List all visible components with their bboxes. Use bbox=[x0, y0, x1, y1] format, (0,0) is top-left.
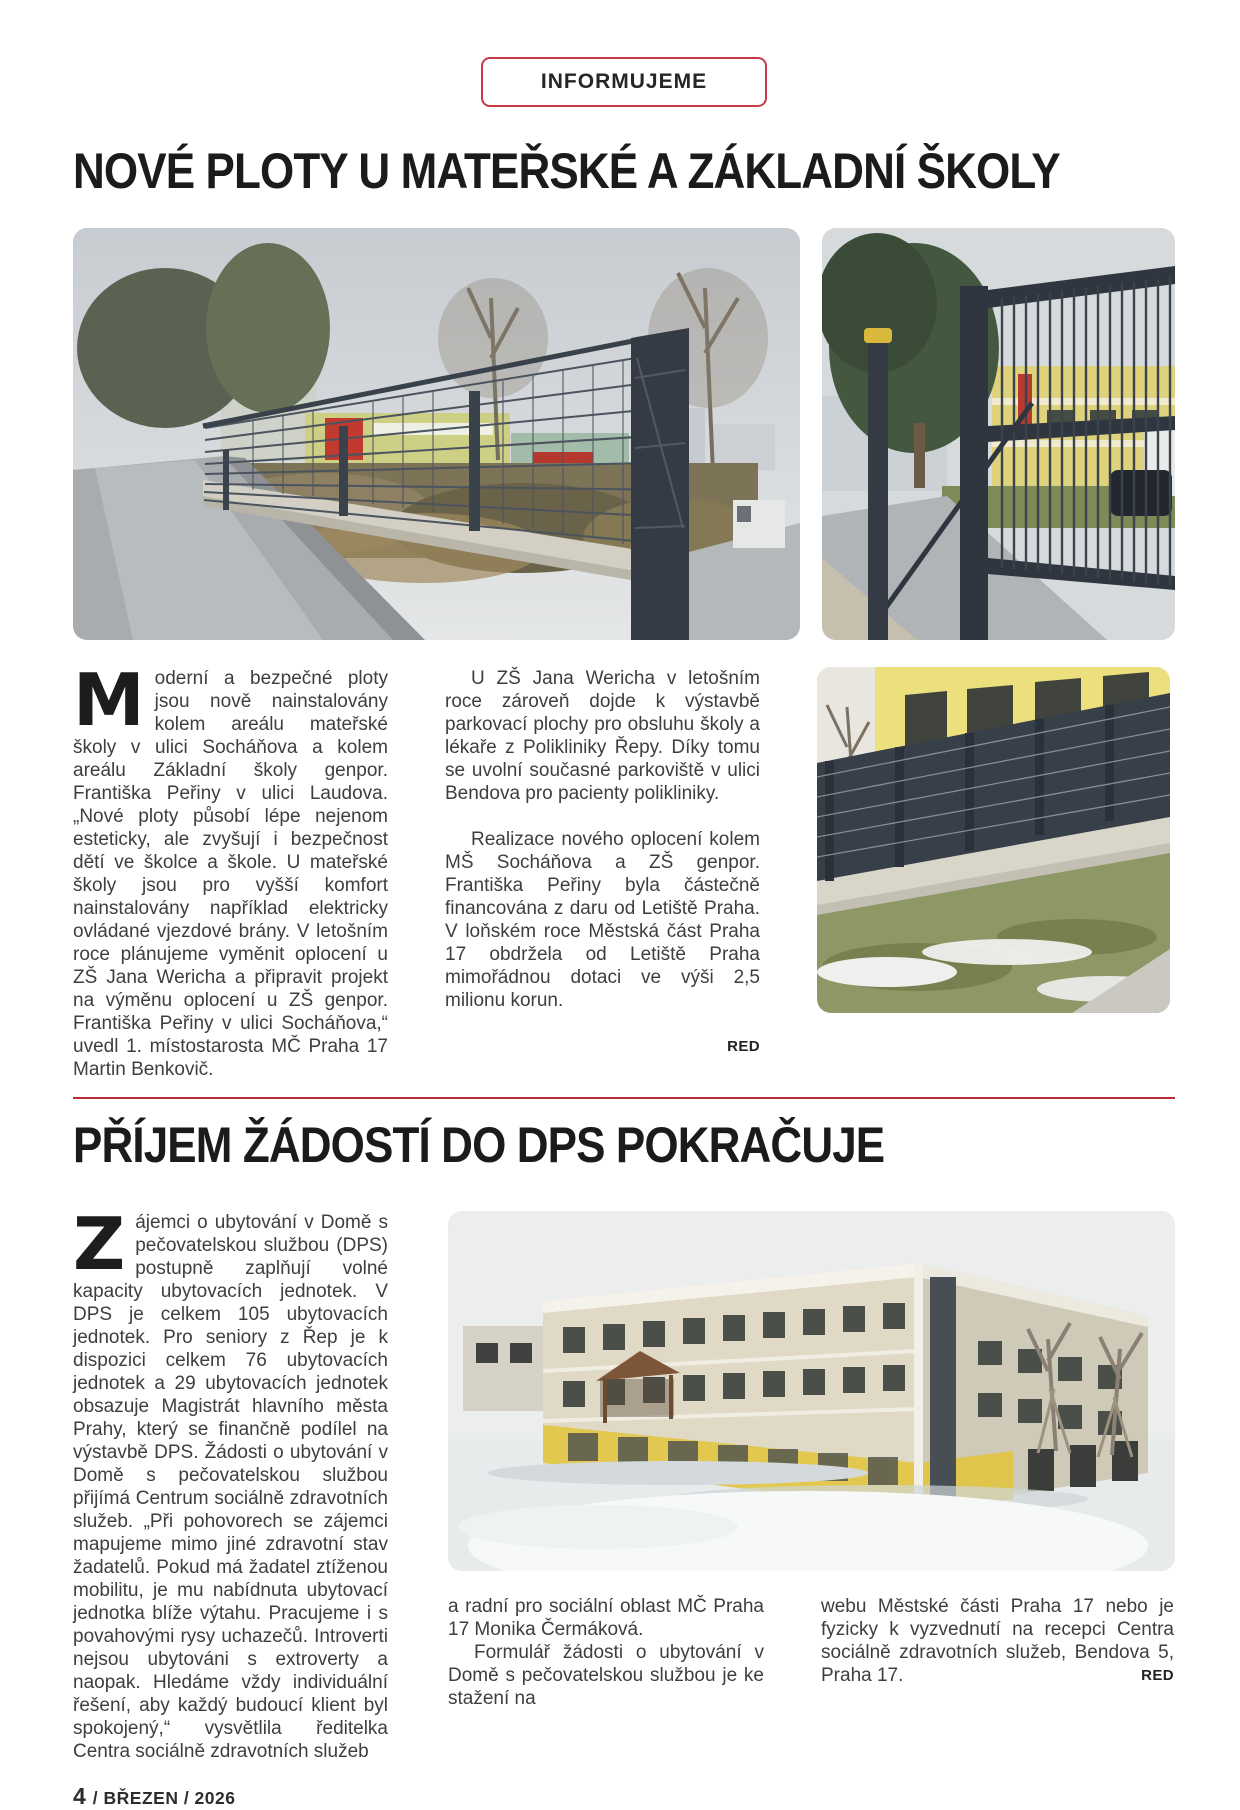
dropcap-z: Z bbox=[73, 1202, 126, 1286]
article2-right-area bbox=[448, 1211, 1175, 1763]
photo-dps-building bbox=[448, 1211, 1175, 1571]
article2-column1 bbox=[73, 1202, 388, 1763]
section-kicker: INFORMUJEME bbox=[481, 57, 767, 107]
photo-fence-gate bbox=[822, 228, 1175, 640]
article1-column2 bbox=[445, 667, 760, 1081]
page-number: 4 bbox=[73, 1783, 86, 1809]
article2-mid-p2: Formulář žádosti o ubytování v Domě s pečovatelskou službou je ke stažení na bbox=[448, 1642, 764, 1709]
article2-attribution: RED bbox=[1141, 1667, 1174, 1684]
article1-col1-text: oderní a bezpečné ploty jsou nově nainstalovány kolem areálu mateřské školy v ulici Socháňova a kolem areálu Základní školy genpor. Františka Peřiny v ulici Laudova. „Nové ploty působí lépe nejenom esteticky, ale zvyšují i bezpečnost dětí ve školce a škole. U mateřské školy jsou pro vyšší komfort nainstalovány například elektricky ovládané vjezdové brány. V letošním roce plánujeme vyměnit oplocení u ZŠ Jana Wericha a připravit projekt na výměnu oplocení u ZŠ genpor. Františka Peřiny v ulici Socháňova,“ uvedl 1. místostarosta MČ Praha 17 Martin Benkovič. bbox=[73, 668, 388, 1080]
article1-column1 bbox=[73, 658, 388, 1081]
article1-attribution: RED bbox=[727, 1038, 760, 1055]
dropcap-m: M bbox=[73, 658, 145, 742]
article2-headline: PŘÍJEM ŽÁDOSTÍ DO DPS POKRAČUJE bbox=[73, 1117, 885, 1173]
article1-col2-p2: Realizace nového oplocení kolem MŠ Socháňova a ZŠ genpor. Františka Peřiny byla částečně financována z daru od Letiště Praha. V loňském roce Městská část Praha 17 obdržela od Letiště Praha mimořádnou dotaci ve výši 2,5 milionu korun. bbox=[445, 829, 760, 1011]
photo-fence-school-building bbox=[817, 667, 1170, 1013]
article1-photos bbox=[73, 228, 1175, 640]
issue-label: / BŘEZEN / 2026 bbox=[92, 1788, 236, 1808]
article1-col2-p1: U ZŠ Jana Wericha v letošním roce zároveň dojde k výstavbě parkovací plochy pro obsluhu školy a lékaře z Polikliniky Řepy. Díky tomu se uvolní současné parkoviště v ulici Bendova pro pacienty polikliniky. bbox=[445, 668, 760, 804]
article2-col1-text: ájemci o ubytování v Domě s pečovatelskou službou (DPS) postupně zaplňují volné kapacity ubytovacích jednotek. V DPS je celkem 105 ubytovacích jednotek. Pro seniory z Řep je k dispozici celkem 76 ubytovacích jednotek a 29 ubytovacích jednotek obsazuje Magistrát hlavního města Prahy, který se finančně podílel na výstavbě DPS. Žádosti o ubytování v Domě s pečovatelskou službou přijímá Centrum sociálně zdravotních služeb. „Při pohovorech se zájemci mapujeme mimo jiné zdravotní stav žadatelů. Pokud má žadatel ztíženou mobilitu, je mu nabídnuta ubytovací jednotka blíže výtahu. Pracujeme i s povahovými rysy uchazečů. Introverti nejsou ubytováni s extroverty a naopak. Hledáme vždy individuální řešení, aby každý budoucí klient byl spokojený,“ vysvětlila ředitelka Centra sociálně zdravotních služeb bbox=[73, 1212, 388, 1762]
article2-mid-p1: a radní pro sociální oblast MČ Praha 17 Monika Čermáková. bbox=[448, 1596, 764, 1640]
section-divider bbox=[73, 1097, 1175, 1099]
page-footer bbox=[73, 1783, 1175, 1810]
article2-mid-column bbox=[448, 1595, 764, 1710]
article2-right-p1: webu Městské části Praha 17 nebo je fyzicky k vyzvednutí na recepci Centra sociálně zdravotních služeb, Bendova 5, Praha 17. bbox=[821, 1596, 1174, 1686]
article2-right-column bbox=[821, 1595, 1174, 1710]
photo-fence-street bbox=[73, 228, 800, 640]
article1-headline: NOVÉ PLOTY U MATEŘSKÉ A ZÁKLADNÍ ŠKOLY bbox=[73, 143, 1060, 199]
